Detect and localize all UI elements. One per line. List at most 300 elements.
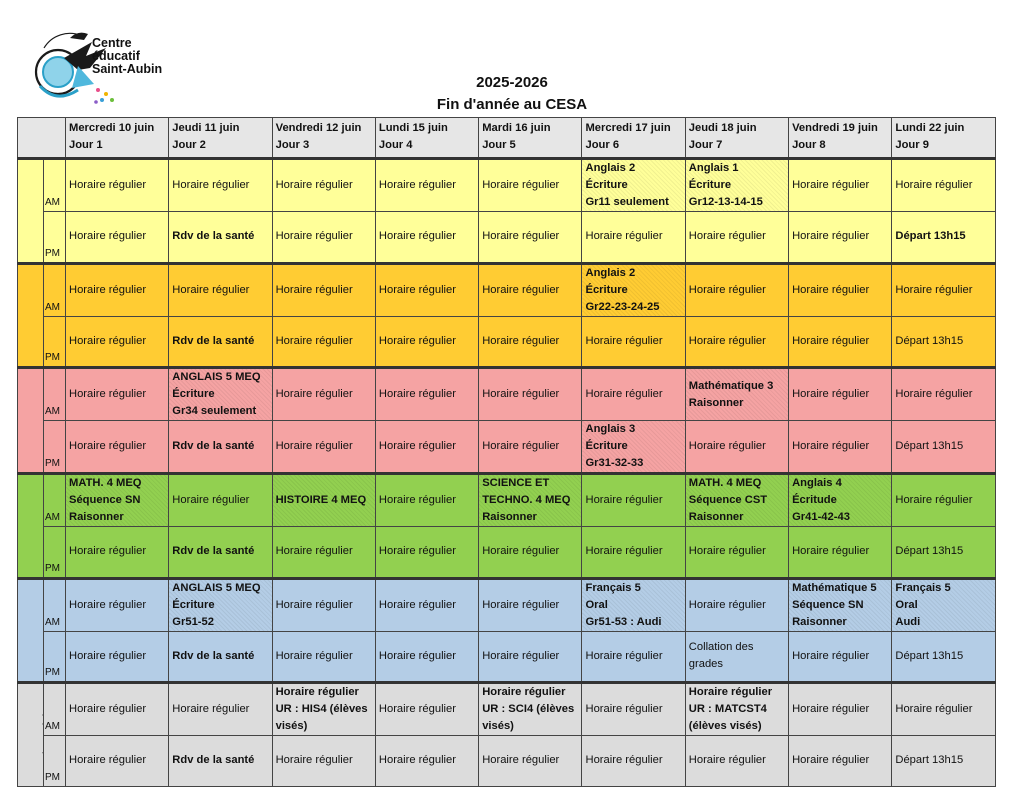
schedule-cell [375,212,478,264]
cell-line: Horaire régulier [275,388,353,400]
schedule-cell [66,159,169,212]
schedule-cell [66,736,169,787]
level-label [18,683,44,787]
cell-line: Séquence SN [69,494,141,506]
cell-line: Mathématique 3 [688,379,774,392]
day-number: Jour 1 [69,139,103,151]
schedule-cell [582,527,685,579]
cell-line: Horaire régulier [172,494,250,506]
schedule-cell [375,683,478,736]
day-header [272,118,375,159]
cell-line: Horaire régulier [275,754,353,767]
schedule-cell [582,736,685,787]
cell-line: Gr41-42-43 [792,511,850,523]
schedule-cell [892,578,995,631]
day-number: Jour 7 [688,139,723,151]
cell-line: Anglais 2 [585,162,636,174]
schedule-cell [892,683,995,736]
cell-line: Écritude [792,494,837,506]
day-date: Mercredi 17 juin [585,122,671,134]
cell-line: Horaire régulier [482,388,560,400]
cell-line: Horaire régulier [482,334,560,347]
cell-line: Horaire régulier [275,179,353,191]
cell-line: Horaire régulier [69,703,147,715]
day-date: Jeudi 11 juin [172,122,240,134]
schedule-cell [479,631,582,683]
level-label [18,159,44,264]
cell-line: Départ 13h15 [895,440,964,452]
schedule-cell [582,212,685,264]
schedule-cell [479,159,582,212]
period-label-am: AM [44,263,66,316]
schedule-cell [169,316,272,368]
schedule-cell [789,683,892,736]
cell-line: Français 5 [895,581,951,594]
schedule-cell [892,263,995,316]
schedule-cell [685,421,788,474]
cell-line: Écriture [688,179,732,191]
cell-line: Horaire régulier [275,230,353,243]
period-label-am: AM [44,368,66,421]
cell-line: Horaire régulier [688,230,766,243]
schedule-cell [169,263,272,316]
cell-line: Horaire régulier [378,598,456,611]
schedule-cell [66,683,169,736]
cell-line: Horaire régulier [895,703,973,715]
cell-line: Horaire régulier [69,754,147,767]
schedule-table [17,117,996,787]
schedule-cell [685,474,788,527]
schedule-cell [582,578,685,631]
cell-line: Horaire régulier [69,334,147,347]
cell-line: Horaire régulier [585,545,663,558]
cell-line: Horaire régulier [792,440,870,452]
schedule-cell [375,159,478,212]
schedule-cell [582,368,685,421]
cell-line: Horaire régulier [275,649,353,662]
cell-line: Anglais 2 [585,266,636,279]
cell-line: grades [688,658,723,671]
schedule-cell [272,631,375,683]
cell-line: Horaire régulier [275,598,353,611]
cell-line: Horaire régulier [378,440,456,452]
schedule-cell [892,527,995,579]
period-label-pm: PM [44,316,66,368]
schedule-cell [685,527,788,579]
document-title: Fin d'année au CESA [436,96,588,113]
cell-line: Raisonner [688,396,744,409]
schedule-cell [375,578,478,631]
cell-line: Horaire régulier [482,686,566,698]
cell-line: Horaire régulier [69,388,147,400]
schedule-cell [789,527,892,579]
schedule-cell [685,683,788,736]
schedule-row-am [18,474,996,527]
schedule-cell [892,368,995,421]
schedule-cell [892,159,995,212]
schedule-row-am [18,159,996,212]
schedule-cell [582,683,685,736]
cell-line: Séquence SN [792,598,864,611]
cell-line: Rdv de la santé [172,440,255,452]
cell-line: Horaire régulier [585,494,663,506]
schedule-cell [66,578,169,631]
schedule-cell [66,631,169,683]
cell-line: Mathématique 5 [792,581,877,594]
schedule-cell [375,368,478,421]
schedule-cell [892,474,995,527]
schedule-cell [479,263,582,316]
header-corner [18,118,66,159]
schedule-cell [582,316,685,368]
period-label-pm: PM [44,212,66,264]
cell-line: Horaire régulier [378,283,456,296]
logo-line-3: Saint-Aubin [92,62,163,76]
schedule-cell [375,631,478,683]
schedule-cell [582,631,685,683]
schedule-cell [892,631,995,683]
cell-line: Horaire régulier [792,179,870,191]
schedule-cell [272,683,375,736]
cell-line: ANGLAIS 5 MEQ [172,371,261,383]
schedule-cell [272,421,375,474]
period-label-pm: PM [44,631,66,683]
cell-line: Horaire régulier [792,230,870,243]
cell-line: (élèves visés) [688,720,762,732]
cell-line: Gr51-52 [172,615,214,628]
day-number: Jour 4 [378,139,413,151]
schedule-cell [272,578,375,631]
schedule-cell [685,368,788,421]
schedule-cell [272,474,375,527]
day-number: Jour 6 [585,139,620,151]
day-date: Vendredi 19 juin [792,122,878,134]
schedule-cell [272,159,375,212]
schedule-cell [169,421,272,474]
cell-line: Horaire régulier [482,283,560,296]
cell-line: Horaire régulier [69,283,147,296]
schedule-cell [479,316,582,368]
day-header [479,118,582,159]
schedule-cell [582,421,685,474]
cell-line: Horaire régulier [482,598,560,611]
cell-line: UR : MATCST4 [688,703,767,715]
schedule-row-am [18,683,996,736]
level-label [18,578,44,683]
schedule-cell [685,263,788,316]
cell-line: Horaire régulier [482,649,560,662]
cell-line: Anglais 1 [688,162,739,174]
header-row [18,118,996,159]
cell-line: Raisonner [688,511,744,523]
schedule-cell [685,578,788,631]
period-label-am: AM [44,159,66,212]
cell-line: Horaire régulier [378,334,456,347]
schedule-cell [66,263,169,316]
schedule-row-pm [18,212,996,264]
schedule-row-pm [18,631,996,683]
period-label-am: AM [44,578,66,631]
schedule-cell [582,159,685,212]
day-date: Vendredi 12 juin [275,122,362,134]
cell-line: Rdv de la santé [172,649,255,662]
schedule-row-pm [18,316,996,368]
schedule-row-pm [18,527,996,579]
cell-line: Horaire régulier [482,440,560,452]
schedule-cell [375,527,478,579]
cell-line: Horaire régulier [792,649,870,662]
schedule-cell [685,212,788,264]
cell-line: Horaire régulier [275,440,353,452]
day-number: Jour 2 [172,139,206,151]
cell-line: Horaire régulier [895,494,973,506]
cell-line: Départ 13h15 [895,754,964,767]
logo-line-2: éducatif [92,49,140,63]
cell-line: Horaire régulier [275,334,353,347]
schedule-cell [685,159,788,212]
schedule-cell [479,474,582,527]
schedule-cell [169,631,272,683]
day-header [582,118,685,159]
cell-line: Départ 13h15 [895,230,966,243]
day-header [685,118,788,159]
cell-line: Départ 13h15 [895,545,964,558]
cell-line: Collation des [688,641,754,654]
cell-line: Écriture [585,283,628,296]
logo-wordmark [92,37,162,76]
schedule-cell [479,578,582,631]
cell-line: Horaire régulier [688,754,766,767]
cell-line: Horaire régulier [69,179,147,191]
cell-line: Horaire régulier [378,703,456,715]
cell-line: Horaire régulier [275,686,359,698]
schedule-cell [169,212,272,264]
cell-line: Gr31-32-33 [585,457,644,469]
cell-line: Horaire régulier [378,179,456,191]
cell-line: Oral [895,598,918,611]
cell-line: Horaire régulier [585,754,663,767]
cell-line: Raisonner [482,511,537,523]
cell-line: Français 5 [585,581,641,594]
schedule-cell [789,159,892,212]
cell-line: Horaire régulier [69,649,147,662]
schedule-cell [169,683,272,736]
cell-line: Horaire régulier [275,545,353,558]
schedule-cell [375,474,478,527]
period-label-pm: PM [44,736,66,787]
schedule-cell [272,527,375,579]
cell-line: Raisonner [792,615,847,628]
schedule-cell [789,631,892,683]
cell-line: UR : SCI4 (élèves [482,703,575,715]
cell-line: Gr22-23-24-25 [585,300,660,313]
cell-line: Horaire régulier [378,754,456,767]
document-year: 2025-2026 [476,74,548,91]
day-date: Mercredi 10 juin [69,122,155,134]
cell-line: Rdv de la santé [172,230,255,243]
schedule-cell [685,316,788,368]
cell-line: Audi [895,615,921,628]
day-date: Jeudi 18 juin [688,122,757,134]
cell-line: Horaire régulier [792,545,870,558]
cell-line: Horaire régulier [585,334,663,347]
cell-line: Raisonner [69,511,124,523]
schedule-cell [169,474,272,527]
schedule-cell [789,578,892,631]
cell-line: Horaire régulier [482,545,560,558]
cell-line: Horaire régulier [688,440,766,452]
cell-line: Oral [585,598,608,611]
schedule-cell [272,212,375,264]
schedule-cell [789,212,892,264]
schedule-cell [169,159,272,212]
schedule-cell [375,316,478,368]
schedule-cell [479,368,582,421]
cell-line: Horaire régulier [585,230,663,243]
day-number: Jour 9 [895,139,929,151]
schedule-cell [169,527,272,579]
schedule-cell [375,263,478,316]
cell-line: Horaire régulier [378,649,456,662]
schedule-cell [66,316,169,368]
cell-line: Horaire régulier [172,179,250,191]
schedule-cell [892,316,995,368]
cell-line: Horaire régulier [688,598,766,611]
day-number: Jour 8 [792,139,826,151]
schedule-cell [789,474,892,527]
cell-line: Horaire régulier [69,230,147,243]
cell-line: Horaire régulier [69,440,147,452]
cell-line: Gr11 seulement [585,196,669,208]
cell-line: TECHNO. 4 MEQ [482,494,571,506]
period-label-am: AM [44,683,66,736]
cell-line: Gr51-53 : Audi [585,615,662,628]
period-label-am: AM [44,474,66,527]
cell-line: Horaire régulier [792,283,870,296]
schedule-cell [272,368,375,421]
logo-line-1: Centre [92,36,132,50]
cell-line: Anglais 3 [585,423,636,435]
schedule-cell [582,263,685,316]
cell-line: Horaire régulier [688,334,766,347]
schedule-cell [272,263,375,316]
cell-line: Horaire régulier [585,388,663,400]
schedule-cell [375,421,478,474]
cell-line: Horaire régulier [69,598,147,611]
day-header [66,118,169,159]
cell-line: Rdv de la santé [172,754,255,767]
cell-line: SCIENCE ET [482,477,550,489]
cell-line: visés) [275,720,308,732]
level-label [18,368,44,474]
schedule-cell [789,263,892,316]
day-date: Lundi 15 juin [378,122,448,134]
schedule-cell [66,212,169,264]
schedule-cell [789,421,892,474]
cell-line: MATH. 4 MEQ [69,477,142,489]
cell-line: Horaire régulier [688,686,773,698]
cell-line: Horaire régulier [378,494,456,506]
cell-line: Horaire régulier [895,179,973,191]
cell-line: Horaire régulier [482,754,560,767]
cell-line: Écriture [172,598,215,611]
schedule-cell [169,578,272,631]
cell-line: Horaire régulier [792,754,870,767]
day-number: Jour 3 [275,139,310,151]
schedule-row-am [18,578,996,631]
schedule-cell [479,212,582,264]
cell-line: Horaire régulier [895,388,973,400]
schedule-cell [375,736,478,787]
cell-line: Départ 13h15 [895,649,964,662]
cell-line: Départ 13h15 [895,334,964,347]
cell-line: Rdv de la santé [172,545,255,558]
schedule-cell [479,527,582,579]
cell-line: Horaire régulier [792,388,870,400]
schedule-cell [66,527,169,579]
schedule-cell [685,736,788,787]
cell-line: Horaire régulier [172,703,250,715]
day-number: Jour 5 [482,139,516,151]
schedule-cell [66,368,169,421]
day-header [169,118,272,159]
schedule-row-am [18,263,996,316]
schedule-cell [272,316,375,368]
cell-line: Séquence CST [688,494,768,506]
day-header [789,118,892,159]
schedule-cell [272,736,375,787]
schedule-row-pm [18,421,996,474]
schedule-cell [892,212,995,264]
cell-line: Horaire régulier [378,545,456,558]
cell-line: Horaire régulier [895,283,973,296]
cell-line: Gr34 seulement [172,405,257,417]
cell-line: Horaire régulier [688,545,766,558]
schedule-cell [892,421,995,474]
cell-line: Horaire régulier [792,334,870,347]
cell-line: Horaire régulier [378,230,456,243]
day-header [892,118,995,159]
cell-line: Horaire régulier [172,283,250,296]
schedule-row-pm [18,736,996,787]
schedule-cell [169,736,272,787]
cell-line: Horaire régulier [585,649,663,662]
cell-line: Horaire régulier [688,283,766,296]
period-label-pm: PM [44,527,66,579]
cell-line: Horaire régulier [275,283,353,296]
cell-line: Horaire régulier [482,179,560,191]
cell-line: Rdv de la santé [172,334,255,347]
cell-line: Gr12-13-14-15 [688,196,763,208]
period-label-pm: PM [44,421,66,474]
schedule-cell [479,421,582,474]
schedule-cell [169,368,272,421]
cell-line: Horaire régulier [482,230,560,243]
cell-line: Écriture [585,440,628,452]
schedule-cell [789,316,892,368]
cell-line: Horaire régulier [792,703,870,715]
cell-line: UR : HIS4 (élèves [275,703,368,715]
cell-line: Écriture [585,179,628,191]
day-header [375,118,478,159]
cell-line: visés) [482,720,514,732]
schedule-cell [789,368,892,421]
cell-line: Anglais 4 [792,477,842,489]
cell-line: Horaire régulier [585,703,663,715]
schedule-row-am [18,368,996,421]
cell-line: HISTOIRE 4 MEQ [275,494,367,506]
schedule-cell [66,421,169,474]
